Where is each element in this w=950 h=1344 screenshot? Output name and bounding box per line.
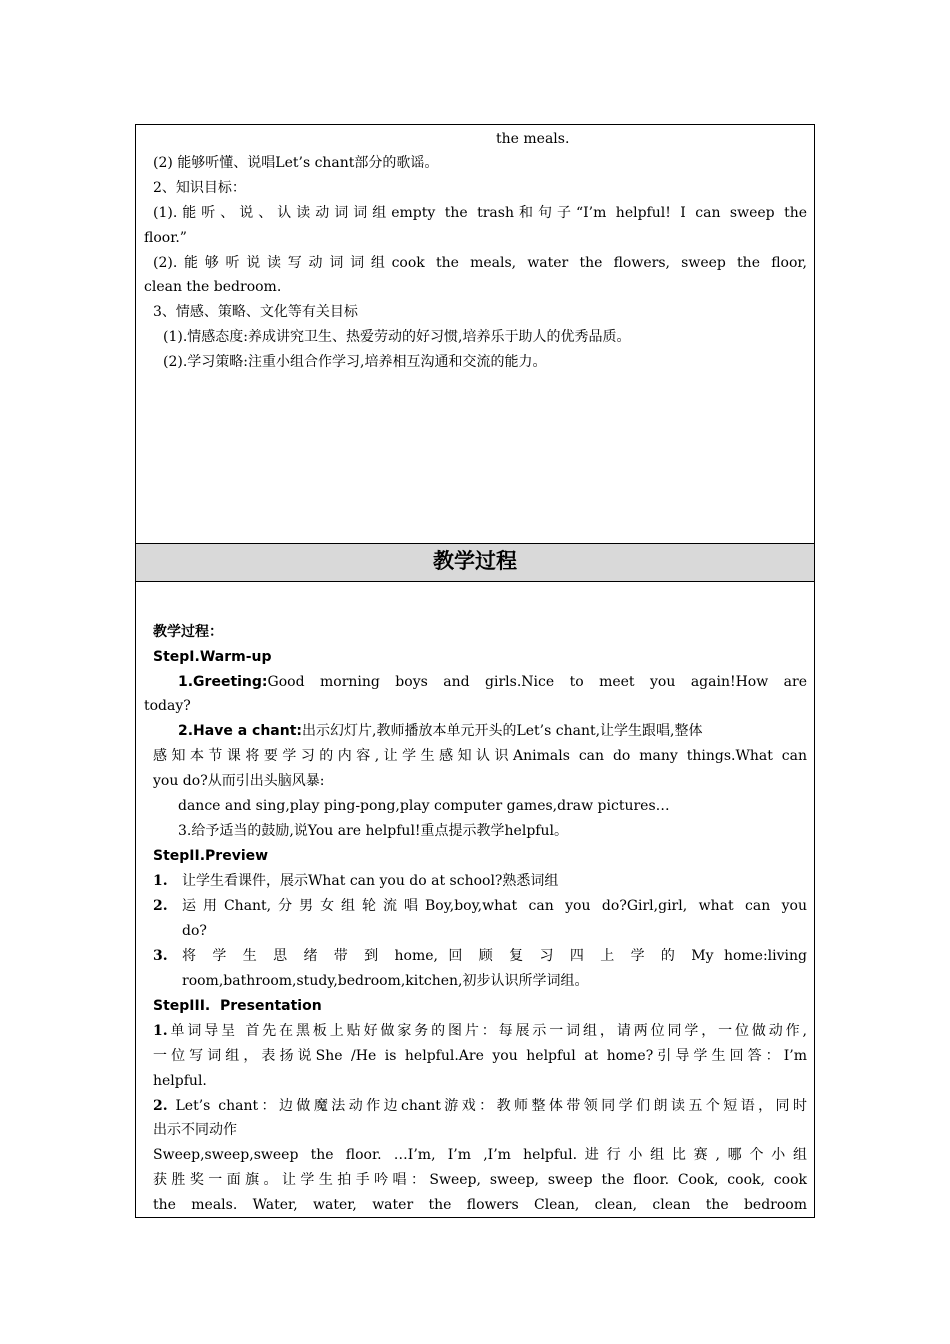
encourage-line: 3.给予适当的鼓励,说You are helpful!重点提示教学helpful。 [178, 823, 568, 839]
chant-label: 2.Have a chant: [178, 723, 303, 739]
presentation-line: helpful. [153, 1073, 207, 1089]
chant-line: 感知本节课将要学习的内容,让学生感知认识Animals can do many things.What can [153, 748, 807, 764]
item-number: 2. [153, 1098, 168, 1114]
list-number: 3. [153, 948, 168, 964]
list-item: 让学生看课件，展示What can you do at school?熟悉词组 [182, 873, 559, 889]
objective-line: (2).学习策略:注重小组合作学习,培养相互沟通和交流的能力。 [163, 354, 547, 370]
lesson-plan-table [135, 124, 815, 1218]
objective-line: (2) 能够听懂、说唱Let’s chant部分的歌谣。 [153, 155, 439, 171]
presentation-line: 获胜奖一面旗。让学生拍手吟唱：Sweep, sweep, sweep the floor. Cook, cook, cook [153, 1172, 807, 1188]
objective-line: (1).情感态度:养成讲究卫生、热爱劳动的好习惯,培养乐于助人的优秀品质。 [163, 329, 631, 345]
objective-line: clean the bedroom. [144, 279, 282, 295]
list-item-cont: room,bathroom,study,bedroom,kitchen,初步认识所学词组。 [182, 973, 589, 989]
chant-line: you do?从而引出头脑风暴: [153, 773, 325, 789]
list-item: 运用Chant,分男女组轮流唱Boy,boy,what can you do?Girl,girl, what can you [182, 898, 807, 914]
greeting-line [178, 672, 807, 692]
list-item-cont: do? [182, 923, 207, 939]
item-text: Let’s chant：边做魔法动作边chant游戏：教师整体带领同学们朗读五个短语，同时 [167, 1098, 807, 1114]
process-title: 教学过程： [153, 624, 223, 640]
chant-line [178, 721, 703, 741]
chant-text: 出示幻灯片,教师播放本单元开头的Let’s chant,让学生跟唱,整体 [302, 723, 703, 739]
presentation-item [153, 1096, 807, 1116]
item-number: 1. [153, 1023, 168, 1039]
brainstorm-line: dance and sing,play ping-pong,play computer games,draw pictures… [178, 798, 670, 814]
presentation-line: 出示不同动作 [153, 1122, 237, 1138]
affective-goal-heading: 3、情感、策略、文化等有关目标 [153, 304, 358, 320]
knowledge-goal-heading: 2、知识目标： [153, 180, 246, 196]
presentation-item [153, 1021, 807, 1041]
section-heading: 教学过程 [136, 544, 814, 582]
presentation-line: 一位写词组，表扬说She /He is helpful.Are you helpful at home?引导学生回答：I’m [153, 1048, 807, 1064]
greeting-label: 1.Greeting: [178, 674, 268, 690]
list-number: 1. [153, 873, 168, 889]
presentation-line: the meals. Water, water, water the flowers Clean, clean, clean the bedroom [153, 1197, 807, 1213]
greeting-text: Good morning boys and girls.Nice to meet you again!How are [267, 674, 807, 690]
process-cell [136, 582, 814, 1217]
objective-line: floor.” [144, 230, 187, 246]
step-heading: StepIII. Presentation [153, 998, 322, 1014]
objective-line: (1).能听、说、认读动词词组empty the trash和句子“I’m helpful! I can sweep the [153, 205, 807, 221]
list-number: 2. [153, 898, 168, 914]
presentation-line: Sweep,sweep,sweep the floor. …I’m, I’m ,I’m helpful.进行小组比赛,哪个小组 [153, 1147, 807, 1163]
objectives-cell [136, 125, 814, 544]
objective-line: (2).能够听说读写动词词组cook the meals, water the flowers, sweep the floor, [153, 255, 807, 271]
list-item: 将 学 生 思 绪 带 到 home, 回 顾 复 习 四 上 学 的 My home:living [182, 948, 807, 964]
step-heading: StepI.Warm-up [153, 649, 272, 665]
objective-line: the meals. [496, 131, 570, 147]
greeting-line: today? [144, 698, 191, 714]
step-heading: StepII.Preview [153, 848, 269, 864]
item-text: 单词导呈 首先在黑板上贴好做家务的图片：每展示一词组，请两位同学，一位做动作, [167, 1023, 807, 1039]
